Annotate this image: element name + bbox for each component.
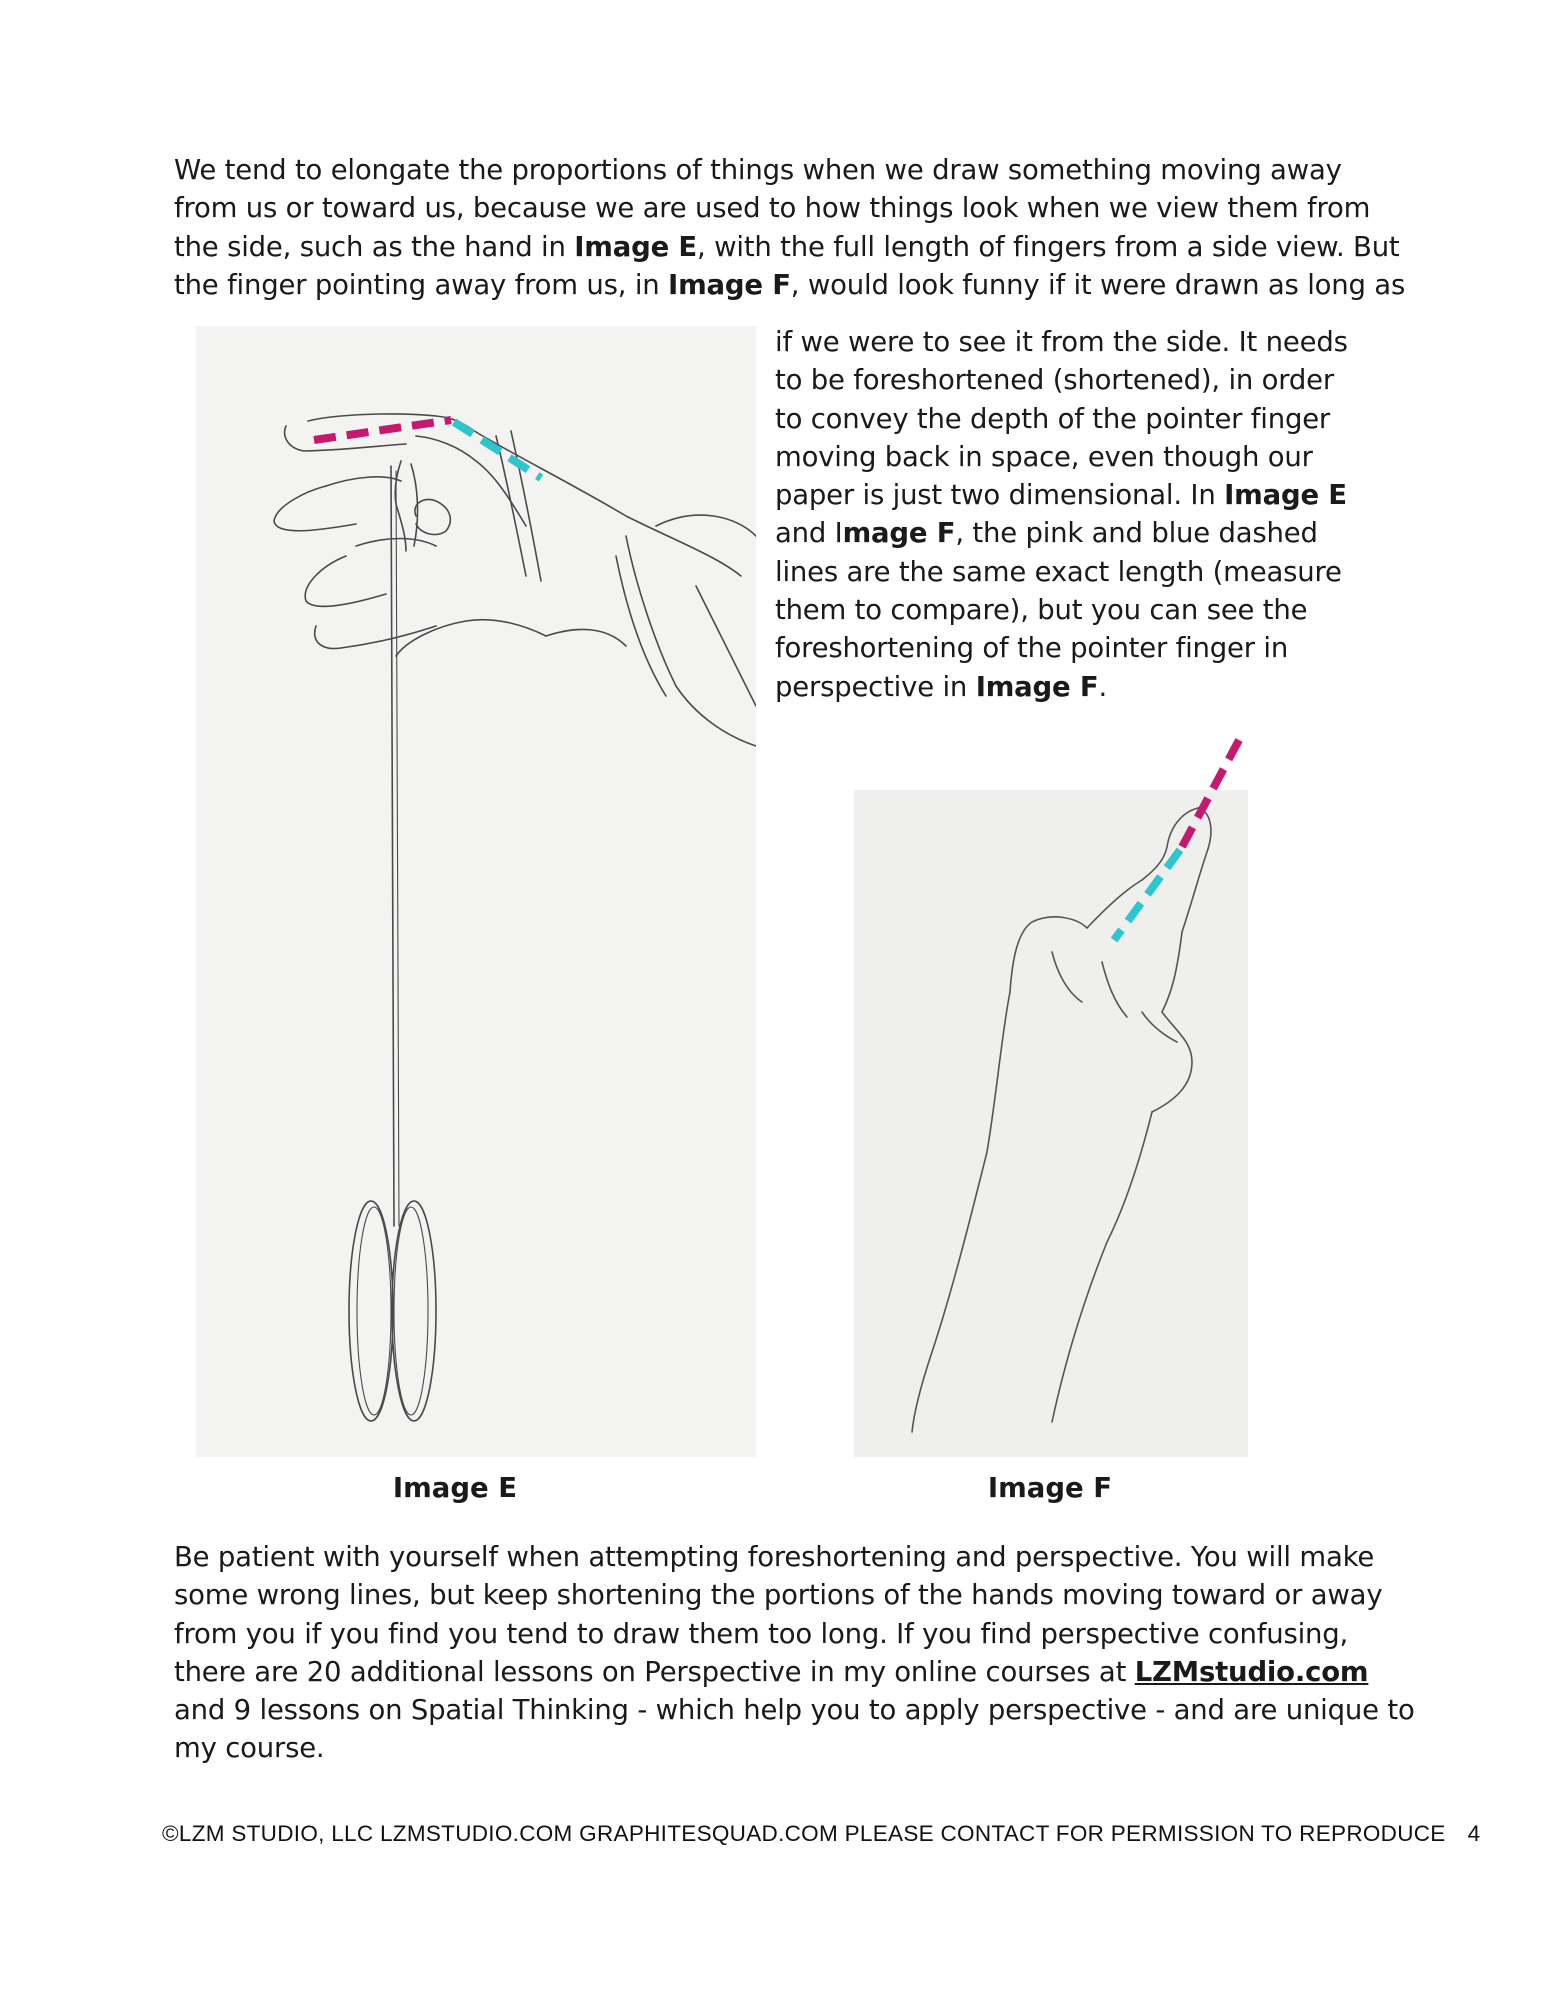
outro-line [174, 1653, 1415, 1691]
intro-line [174, 228, 1405, 266]
image-f-ref: mage F [842, 517, 956, 550]
image-f-ref: Image F [668, 268, 791, 301]
outro-line: my course. [174, 1732, 325, 1765]
side-line: lines are the same exact length (measure [775, 555, 1342, 588]
outro-paragraph [174, 1538, 1415, 1768]
outro-line: and 9 lessons on Spatial Thinking - which help you to apply perspective - and are unique to [174, 1694, 1415, 1727]
text-run: the finger pointing away from us, in [174, 268, 669, 301]
side-line: them to compare), but you can see the [775, 594, 1308, 627]
text-run: , the pink and blue dashed [955, 517, 1318, 550]
text-run: paper is just two dimensional. In [775, 479, 1225, 512]
side-line [775, 668, 1348, 706]
text-run: , would look funny if it were drawn as long as [790, 268, 1406, 301]
page-footer [162, 1821, 1480, 1847]
image-e-drawing [196, 326, 756, 1457]
side-line: if we were to see it from the side. It needs [775, 326, 1348, 358]
side-line: foreshortening of the pointer finger in [775, 632, 1289, 665]
side-line: moving back in space, even though our [775, 440, 1313, 473]
text-run: the side, such as the hand in [174, 230, 575, 263]
outro-line: Be patient with yourself when attempting foreshortening and perspective. You will make [174, 1541, 1375, 1573]
image-e-caption: Image E [392, 1472, 518, 1504]
lzmstudio-link[interactable]: LZMstudio.com [1134, 1655, 1369, 1688]
intro-line [174, 266, 1405, 304]
side-paragraph [775, 323, 1348, 706]
side-line [775, 476, 1348, 514]
intro-line: We tend to elongate the proportions of things when we draw something moving away [174, 154, 1342, 186]
side-line [775, 514, 1348, 552]
image-e-ref: Image E [574, 230, 698, 263]
outro-line: from you if you find you tend to draw them too long. If you find perspective confusing, [174, 1617, 1349, 1650]
intro-paragraph [174, 151, 1405, 304]
text-run: perspective in [775, 670, 976, 703]
copyright-text: ©LZM STUDIO, LLC LZMSTUDIO.COM GRAPHITESQUAD.COM PLEASE CONTACT FOR PERMISSION TO REPRODUCE [162, 1821, 1446, 1846]
text-run: , with the full length of fingers from a side view. But [697, 230, 1400, 263]
text-run: there are 20 additional lessons on Perspective in my online courses at [174, 1655, 1135, 1688]
image-f-ref: Image F [975, 670, 1099, 703]
text-run: . [1098, 670, 1107, 703]
outro-line: some wrong lines, but keep shortening the portions of the hands moving toward or away [174, 1579, 1383, 1612]
side-line: to be foreshortened (shortened), in order [775, 364, 1335, 397]
intro-line: from us or toward us, because we are used to how things look when we view them from [174, 192, 1371, 225]
image-f-drawing [852, 732, 1248, 1457]
image-e-ref: Image E [1224, 479, 1347, 512]
page-number: 4 [1467, 1821, 1481, 1846]
image-f-caption: Image F [987, 1472, 1113, 1504]
text-run: and I [775, 517, 843, 550]
side-line: to convey the depth of the pointer finger [775, 402, 1331, 435]
